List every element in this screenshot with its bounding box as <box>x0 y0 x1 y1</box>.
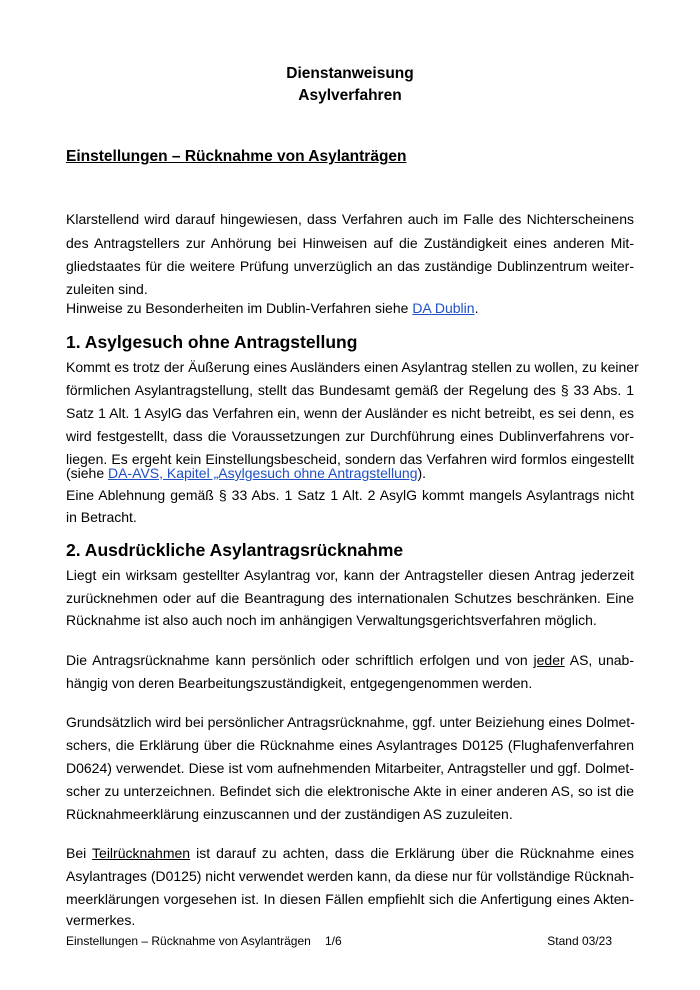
section-1-da-avs-reference <box>66 464 634 482</box>
intro-hint-suffix: . <box>474 300 479 316</box>
intro-line: zuleiten sind. <box>66 281 148 297</box>
reference-suffix: ). <box>417 465 427 481</box>
section-2-p4-line: vermerkes. <box>66 912 136 928</box>
p4-emphasis: Teilrücknahmen <box>92 845 191 861</box>
p4-text: Bei <box>66 845 93 861</box>
section-1-line: förmlichen Asylantragstellung, stellt das Bundesamt gemäß der Regelung des § 33 Abs. 1 <box>66 382 634 398</box>
section-2-p4-line: meerklärungen vorgesehen ist. In diesen Fällen empfiehlt sich die Anfertigung eines Akten- <box>66 891 634 907</box>
section-2-p3-line: schers, die Erklärung über die Rücknahme eines Asylantrages D0125 (Flughafenverfahren <box>66 737 634 753</box>
section-1-line: Kommt es trotz der Äußerung eines Ausländers einen Asylantrag stellen zu wollen, zu keiner <box>66 359 639 375</box>
section-2-p2-line: hängig von deren Bearbeitungszuständigkeit, entgegengenommen werden. <box>66 675 533 691</box>
document-subject: Einstellungen – Rücknahme von Asylanträgen <box>66 148 407 165</box>
section-2-p3-line: D0624) verwendet. Diese ist vom aufnehmenden Mitarbeiter, Antragsteller und ggf. Dolmet- <box>66 760 634 776</box>
document-title: Dienstanweisung <box>286 65 414 82</box>
section-2-p4-line: Asylantrages (D0125) nicht verwendet werden kann, da diese nur für vollständige Rücknah- <box>66 868 635 884</box>
section-2-heading: 2. Ausdrückliche Asylantragsrücknahme <box>66 540 404 560</box>
intro-line: des Antragstellers zur Anhörung bei Hinweisen auf die Zuständigkeit eines anderen Mit- <box>66 235 634 251</box>
intro-hint-text: Hinweise zu Besonderheiten im Dublin-Verfahren siehe <box>66 300 413 316</box>
section-2-p1-line: Liegt ein wirksam gestellter Asylantrag vor, kann der Antragsteller diesen Antrag jederzeit <box>66 567 634 583</box>
section-1-line: in Betracht. <box>66 509 137 525</box>
footer-version: Stand 03/23 <box>547 934 612 948</box>
section-1-heading: 1. Asylgesuch ohne Antragstellung <box>66 332 358 352</box>
p4-text-suffix: ist darauf zu achten, dass die Erklärung über die Rücknahme eines <box>190 845 634 861</box>
p2-text: Die Antragsrücknahme kann persönlich oder schriftlich erfolgen und von <box>66 652 534 668</box>
section-2-p1-line: Rücknahme ist also auch noch im anhängigen Verwaltungsgerichtsverfahren möglich. <box>66 612 597 628</box>
section-1-line: liegen. Es ergeht kein Einstellungsbescheid, sondern das Verfahren wird formlos eingestellt <box>66 451 634 467</box>
intro-line: Klarstellend wird darauf hingewiesen, dass Verfahren auch im Falle des Nichterscheinens <box>66 211 634 227</box>
p2-emphasis: jeder <box>533 652 565 668</box>
intro-line: gliedstaates für die weitere Prüfung unverzüglich an das zuständige Dublinzentrum weiter- <box>66 258 634 274</box>
intro-dublin-hint <box>66 299 634 317</box>
da-avs-link[interactable]: DA-AVS, Kapitel „Asylgesuch ohne Antragstellung <box>108 465 418 481</box>
section-2-p4-line <box>66 844 634 862</box>
reference-prefix: (siehe <box>66 465 109 481</box>
section-1-line: Satz 1 Alt. 1 AsylG das Verfahren ein, wenn der Ausländer es nicht betreibt, es sei denn, es <box>66 405 634 421</box>
section-1-line: Eine Ablehnung gemäß § 33 Abs. 1 Satz 1 Alt. 2 AsylG kommt mangels Asylantrags nicht <box>66 487 634 503</box>
section-1-line: wird festgestellt, dass die Voraussetzungen zur Durchführung eines Dublinverfahrens vor- <box>66 428 634 444</box>
da-dublin-link[interactable]: DA Dublin <box>412 300 475 316</box>
section-2-p1-line: zurücknehmen oder auf die Beantragung des internationalen Schutzes beschränken. Eine <box>66 590 634 606</box>
footer-page-number: 1/6 <box>325 934 342 948</box>
p2-text-suffix: AS, unab- <box>564 652 634 668</box>
footer-title: Einstellungen – Rücknahme von Asylanträgen <box>66 934 311 948</box>
document-subtitle: Asylverfahren <box>298 87 402 104</box>
section-2-p3-line: scher zu unterzeichnen. Befindet sich die elektronische Akte in einer anderen AS, so ist die <box>66 783 634 799</box>
section-2-p3-line: Rücknahmeerklärung einzuscannen und der zuständigen AS zuzuleiten. <box>66 806 513 822</box>
section-2-p2-line <box>66 651 634 669</box>
section-2-p3-line: Grundsätzlich wird bei persönlicher Antragsrücknahme, ggf. unter Beiziehung eines Dolmet- <box>66 714 635 730</box>
